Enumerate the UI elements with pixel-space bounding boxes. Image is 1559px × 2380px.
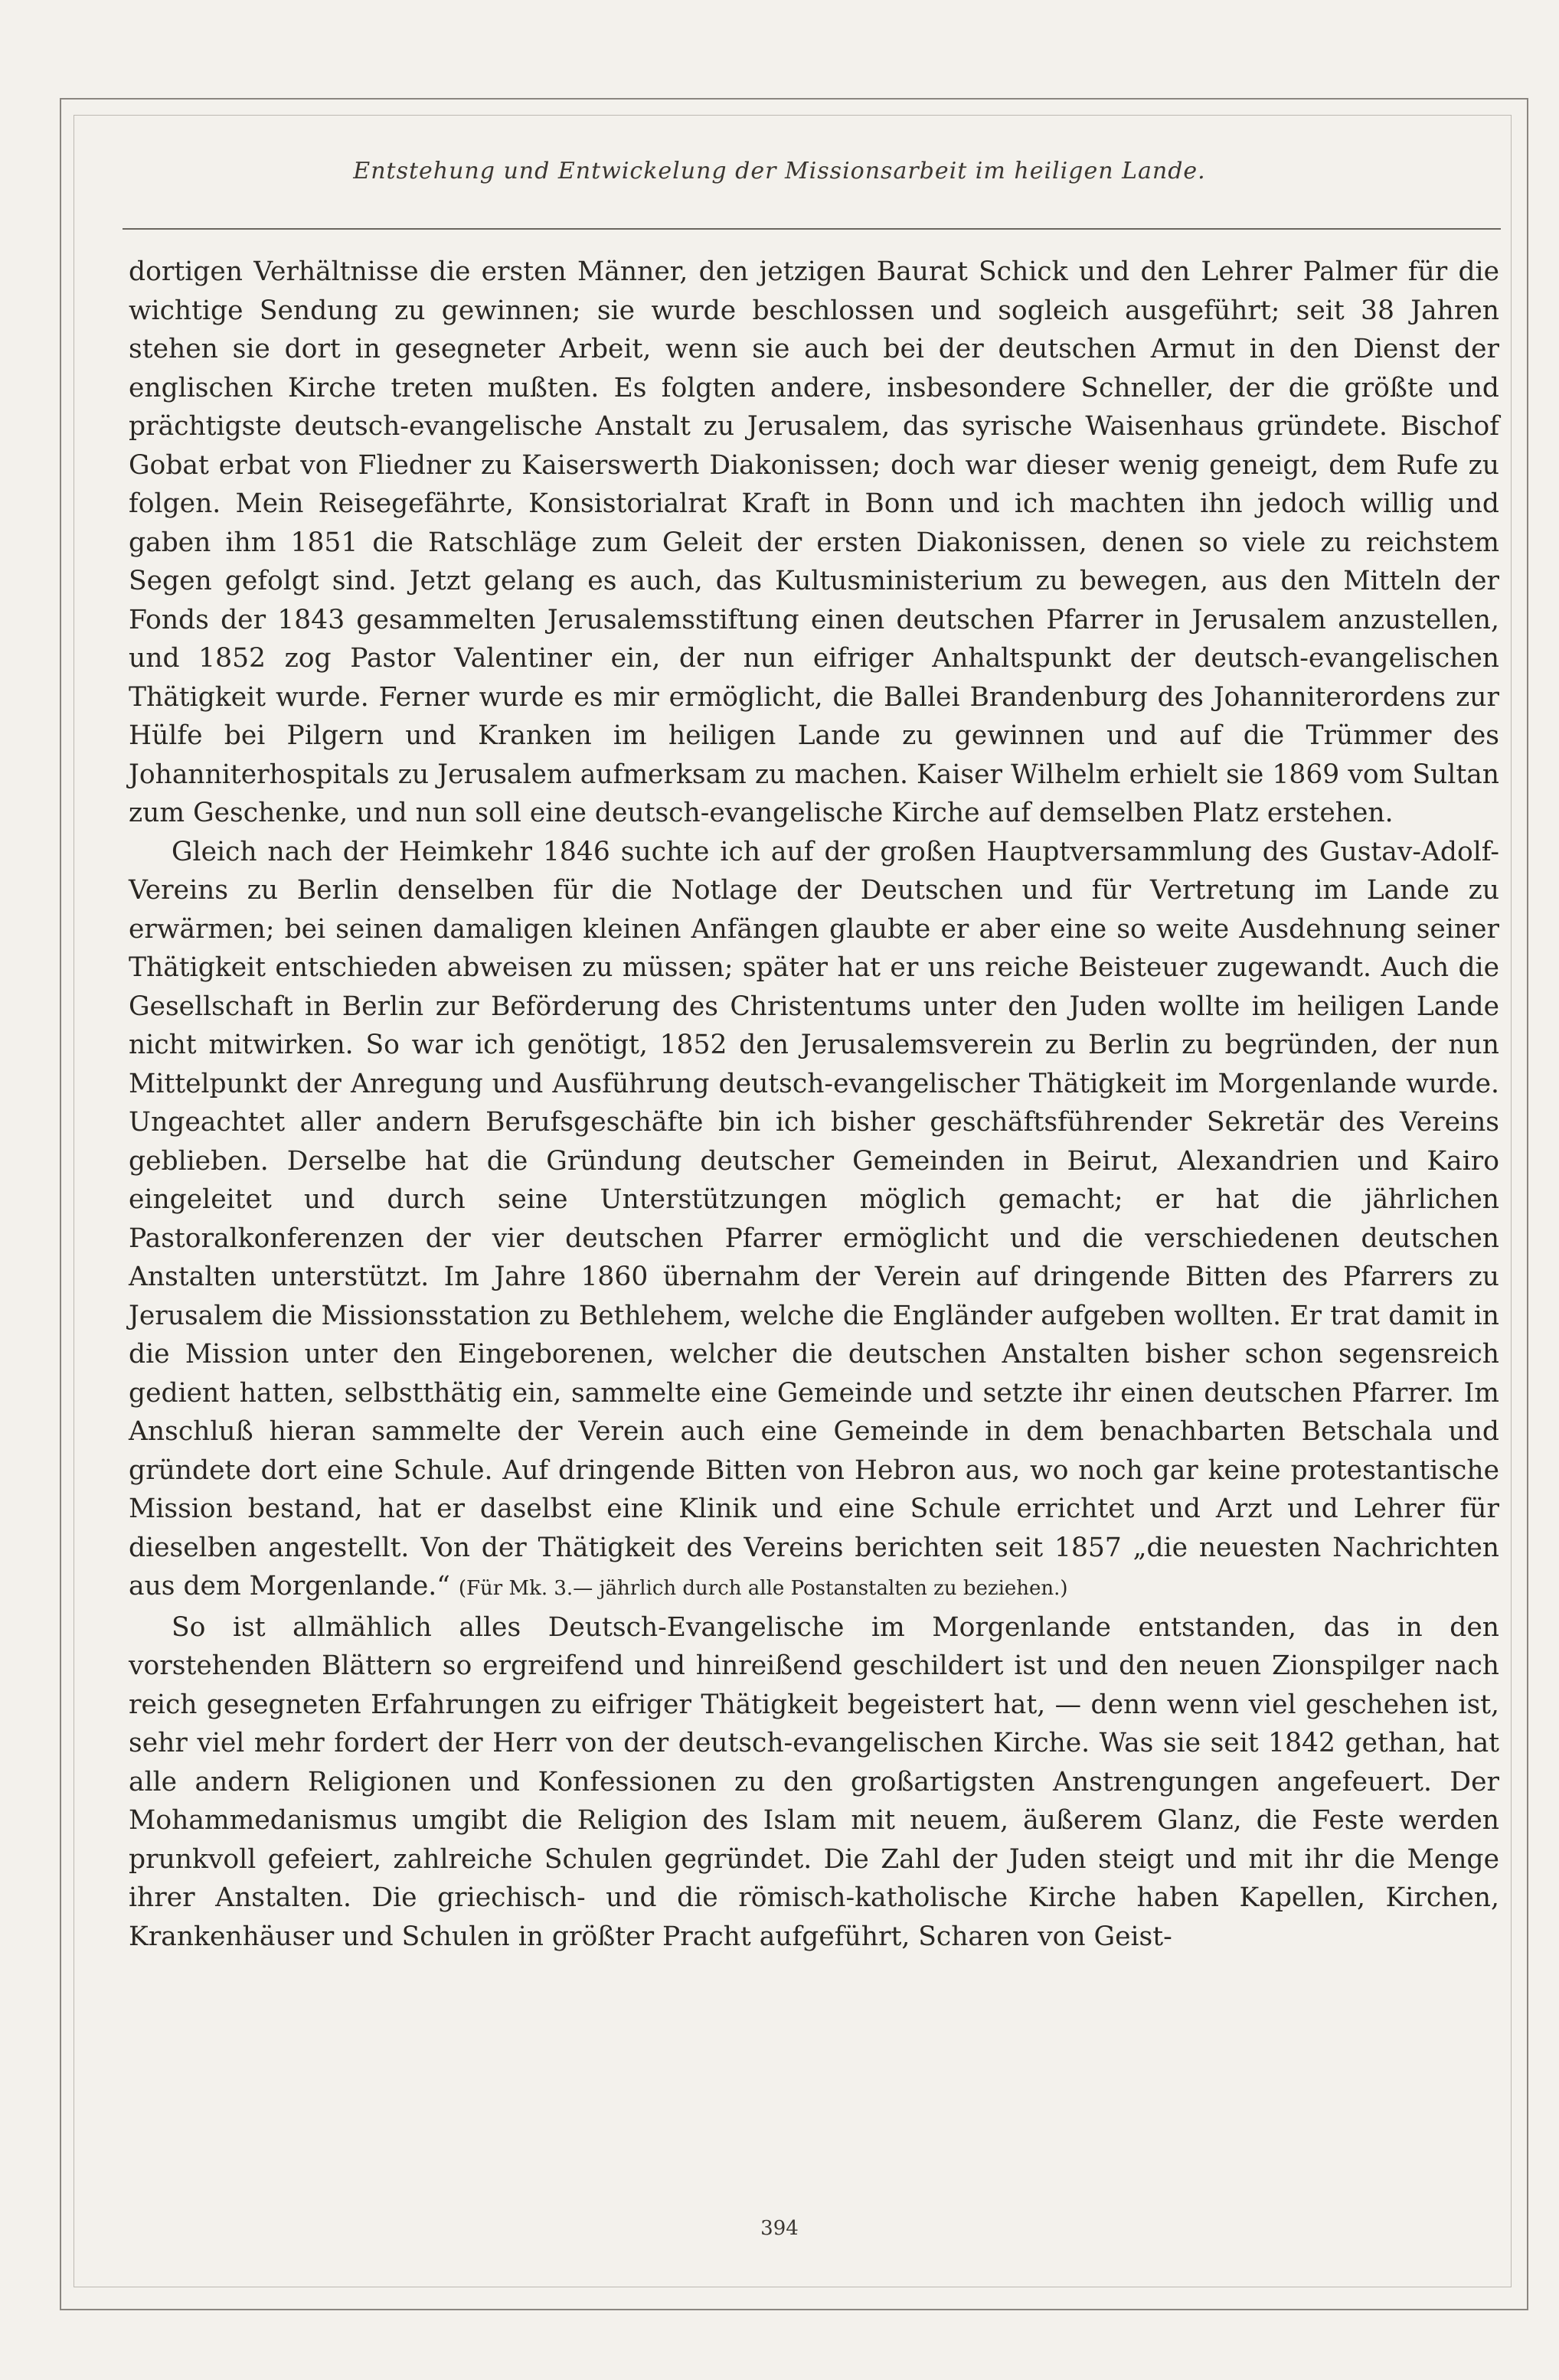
subscription-note: (Für Mk. 3.— jährlich durch alle Postanstalten zu beziehen.)	[458, 1577, 1068, 1600]
page-number: 394	[760, 2217, 799, 2240]
header-rule	[123, 228, 1501, 230]
running-header: Entstehung und Entwickelung der Missionsarbeit im heiligen Lande.	[353, 158, 1206, 184]
body-text	[129, 253, 1499, 1956]
paragraph-3: So ist allmählich alles Deutsch-Evangelische im Morgenlande entstanden, das in den vorstehenden Blättern so ergreifend und hinreißend geschildert ist und den neuen Zionspilger nach reich gesegneten Erfahrungen zu eifriger Thätigkeit begeistert hat, — denn wenn viel geschehen ist, sehr viel mehr fordert der Herr von der deutsch-evangelischen Kirche. Was sie seit 1842 gethan, hat alle andern Religionen und Konfessionen zu den großartigsten Anstrengungen angefeuert. Der Mohammedanismus umgibt die Religion des Islam mit neuem, äußerem Glanz, die Feste werden prunkvoll gefeiert, zahlreiche Schulen gegründet. Die Zahl der Juden steigt und mit ihr die Menge ihrer Anstalten. Die griechisch- und die römisch-katholische Kirche haben Kapellen, Kirchen, Krankenhäuser und Schulen in größter Pracht aufgeführt, Scharen von Geist-	[129, 1611, 1499, 1952]
paragraph-2-text: Gleich nach der Heimkehr 1846 suchte ich auf der großen Hauptversammlung des Gustav-Adolf-Vereins zu Berlin denselben für die Notlage der Deutschen und für Vertretung im Lande zu erwärmen; bei seinen damaligen kleinen Anfängen glaubte er aber eine so weite Ausdehnung seiner Thätigkeit entschieden abweisen zu müssen; später hat er uns reiche Beisteuer zugewandt. Auch die Gesellschaft in Berlin zur Beförderung des Christentums unter den Juden wollte im heiligen Lande nicht mitwirken. So war ich genötigt, 1852 den Jerusalemsverein zu Berlin zu begründen, der nun Mittelpunkt der Anregung und Ausführung deutsch-evangelischer Thätigkeit im Morgenlande wurde. Ungeachtet aller andern Berufsgeschäfte bin ich bisher geschäftsführender Sekretär des Vereins geblieben. Derselbe hat die Gründung deutscher Gemeinden in Beirut, Alexandrien und Kairo eingeleitet und durch seine Unterstützungen möglich gemacht; er hat die jährlichen Pastoralkonferenzen der vier deutschen Pfarrer ermöglicht und die verschiedenen deutschen Anstalten unterstützt. Im Jahre 1860 übernahm der Verein auf dringende Bitten des Pfarrers zu Jerusalem die Missionsstation zu Bethlehem, welche die Engländer aufgeben wollten. Er trat damit in die Mission unter den Eingeborenen, welcher die deutschen Anstalten bisher schon segensreich gedient hatten, selbstthätig ein, sammelte eine Gemeinde und setzte ihr einen deutschen Pfarrer. Im Anschluß hieran sammelte der Verein auch eine Gemeinde in dem benachbarten Betschala und gründete dort eine Schule. Auf dringende Bitten von Hebron aus, wo noch gar keine protestantische Mission bestand, hat er daselbst eine Klinik und eine Schule errichtet und Arzt und Lehrer für dieselben angestellt. Von der Thätigkeit des Vereins berichten seit 1857 „die neuesten Nachrichten aus dem Morgenlande.“	[129, 836, 1499, 1601]
paragraph-2	[129, 833, 1499, 1608]
paragraph-1: dortigen Verhältnisse die ersten Männer, den jetzigen Baurat Schick und den Lehrer Palmer für die wichtige Sendung zu gewinnen; sie wurde beschlossen und sogleich ausgeführt; seit 38 Jahren stehen sie dort in gesegneter Arbeit, wenn sie auch bei der deutschen Armut in den Dienst der englischen Kirche treten mußten. Es folgten andere, insbesondere Schneller, der die größte und prächtigste deutsch-evangelische Anstalt zu Jerusalem, das syrische Waisenhaus gründete. Bischof Gobat erbat von Fliedner zu Kaiserswerth Diakonissen; doch war dieser wenig geneigt, dem Rufe zu folgen. Mein Reisegefährte, Konsistorialrat Kraft in Bonn und ich machten ihn jedoch willig und gaben ihm 1851 die Ratschläge zum Geleit der ersten Diakonissen, denen so viele zu reichstem Segen gefolgt sind. Jetzt gelang es auch, das Kultusministerium zu bewegen, aus den Mitteln der Fonds der 1843 gesammelten Jerusalemsstiftung einen deutschen Pfarrer in Jerusalem anzustellen, und 1852 zog Pastor Valentiner ein, der nun eifriger Anhaltspunkt der deutsch-evangelischen Thätigkeit wurde. Ferner wurde es mir ermöglicht, die Ballei Brandenburg des Johanniterordens zur Hülfe bei Pilgern und Kranken im heiligen Lande zu gewinnen und auf die Trümmer des Johanniterhospitals zu Jerusalem aufmerksam zu machen. Kaiser Wilhelm erhielt sie 1869 vom Sultan zum Geschenke, und nun soll eine deutsch-evangelische Kirche auf demselben Platz erstehen.	[129, 256, 1499, 828]
